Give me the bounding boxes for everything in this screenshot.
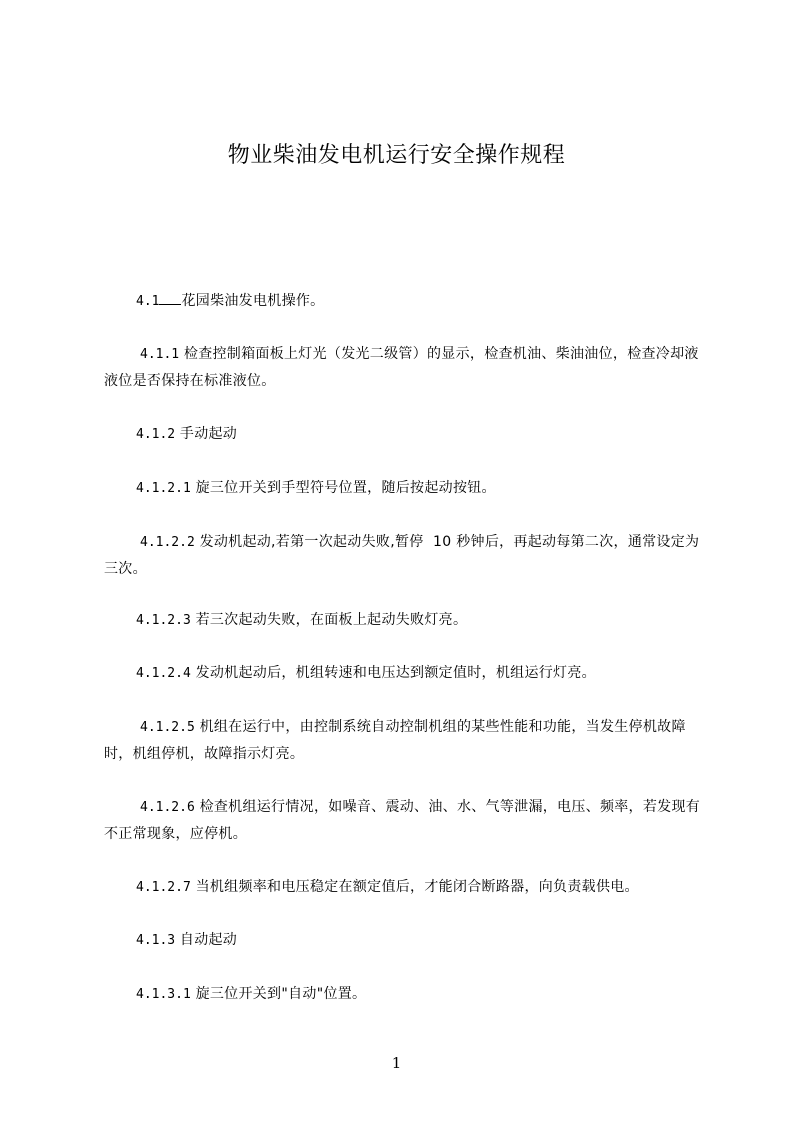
page-number: 1 [391,1054,402,1072]
section-number: 4.1.3.1 [136,987,191,1002]
section-text: 发动机起动,若第一次起动失败,暂停 10 秒钟后，再起动每第二次，通常设定为三次。 [104,534,700,577]
section-text: 当机组频率和电压稳定在额定值后，才能闭合断路器，向负责载供电。 [195,879,639,895]
section-number: 4.1 [136,294,160,309]
section-4-1-3-1 [104,981,704,1008]
section-number: 4.1.2.5 [140,720,195,735]
section-text: 手动起动 [179,426,238,442]
section-4-1-2 [104,421,704,448]
section-4-1 [104,288,704,315]
section-4-1-2-1 [104,475,704,502]
section-text: 旋三位开关到"自动"位置。 [195,986,367,1002]
section-number: 4.1.1 [140,347,180,362]
section-number: 4.1.2 [136,427,176,442]
section-text: 机组在运行中，由控制系统自动控制机组的某些性能和功能，当发生停机故障时，机组停机，故障指示灯亮。 [104,719,686,762]
section-text: 检查控制箱面板上灯光（发光二级管）的显示，检查机油、柴油油位，检查冷却液液位是否保持在标准液位。 [104,346,699,389]
section-number: 4.1.2.4 [136,666,191,681]
section-4-1-3 [104,927,704,954]
page-title: 物业柴油发电机运行安全操作规程 [227,143,566,168]
section-text: 若三次起动失败，在面板上起动失败灯亮。 [195,612,468,628]
section-4-1-2-5 [104,714,704,767]
section-number: 4.1.2.3 [136,613,191,628]
section-4-1-2-7 [104,874,704,901]
section-number: 4.1.2.1 [136,481,191,496]
section-number: 4.1.2.6 [140,800,195,815]
underline-blank [159,292,181,305]
section-4-1-1 [104,341,704,394]
section-text: 花园柴油发电机操作。 [181,293,325,309]
section-4-1-2-6 [104,794,704,847]
section-number: 4.1.2.2 [140,535,195,550]
section-text: 检查机组运行情况，如噪音、震动、油、水、气等泄漏，电压、频率，若发现有不正常现象，应停机。 [104,799,701,842]
section-text: 发动机起动后，机组转速和电压达到额定值时，机组运行灯亮。 [195,665,596,681]
section-text: 自动起动 [179,932,238,948]
section-4-1-2-2 [104,529,704,582]
section-number: 4.1.2.7 [136,880,191,895]
section-4-1-2-4 [104,660,704,687]
section-number: 4.1.3 [136,933,176,948]
section-text: 旋三位开关到手型符号位置，随后按起动按钮。 [195,480,496,496]
section-4-1-2-3 [104,607,704,634]
